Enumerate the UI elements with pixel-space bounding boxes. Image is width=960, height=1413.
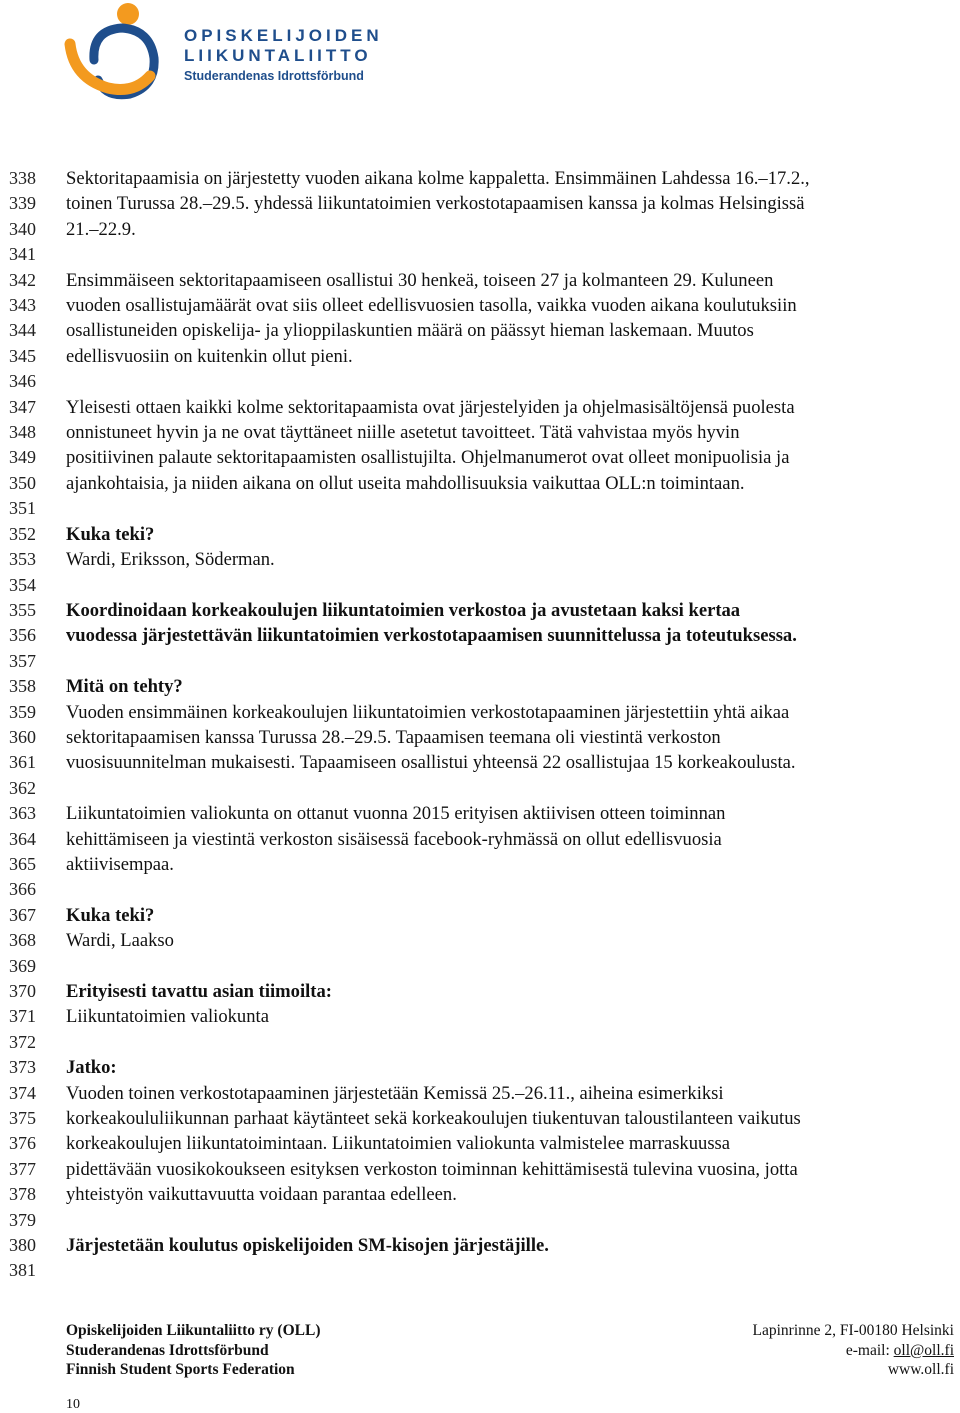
line-number: 348 — [9, 422, 36, 443]
line-number: 350 — [9, 472, 36, 493]
text-line: kehittämiseen ja viestintä verkoston sisäisessä facebook-ryhmässä on ollut edellisvuosia — [66, 828, 722, 850]
heading-line: Järjestetään koulutus opiskelijoiden SM-kisojen järjestäjille. — [66, 1235, 549, 1257]
line-number: 362 — [9, 777, 36, 798]
footer-org-name-fi: Opiskelijoiden Liikuntaliitto ry (OLL) — [66, 1322, 321, 1339]
line-number: 374 — [9, 1082, 36, 1103]
text-line: Liikuntatoimien valiokunta on ottanut vuonna 2015 erityisen aktiivisen otteen toiminnan — [66, 803, 726, 825]
line-number: 370 — [9, 981, 36, 1001]
page-number: 10 — [66, 1397, 80, 1412]
line-number: 376 — [9, 1133, 36, 1154]
line-number: 373 — [9, 1057, 36, 1078]
footer-email-label: e-mail: — [845, 1341, 894, 1359]
line-number: 343 — [9, 295, 36, 316]
text-line: osallistuneiden opiskelija- ja ylioppilaskuntien määrä on päässyt hieman laskemaan. Muutos — [66, 320, 754, 342]
text-line — [66, 649, 956, 674]
line-number: 340 — [9, 218, 36, 239]
footer-email-link[interactable]: oll@oll.fi — [893, 1341, 954, 1359]
text-line — [66, 496, 956, 521]
line-number: 379 — [9, 1209, 36, 1230]
line-number: 369 — [9, 955, 36, 976]
line-number: 365 — [9, 853, 36, 874]
logo-line-3: Studerandenas Idrottsförbund — [184, 69, 364, 83]
line-number: 360 — [9, 726, 36, 747]
text-line — [66, 369, 956, 394]
text-line: vuosisuunnitelman mukaisesti. Tapaamiseen osallistui yhteensä 22 osallistujaa 15 korkeakoulusta. — [66, 752, 796, 774]
text-line: yhteistyön vaikuttavuutta voidaan parantaa edelleen. — [66, 1184, 457, 1206]
line-number: 344 — [9, 320, 36, 341]
document-body — [66, 166, 956, 1284]
heading-line: Erityisesti tavattu asian tiimoilta: — [66, 981, 332, 1002]
footer-email-line — [753, 1341, 954, 1361]
logo-wordmark — [184, 26, 383, 84]
line-number: 355 — [9, 599, 36, 620]
text-line — [66, 877, 956, 902]
text-line: positiivinen palaute sektoritapaamisten osallistujilta. Ohjelmanumerot ovat olleet monipuolisia ja — [66, 447, 790, 469]
oll-logo-mark-icon — [64, 0, 184, 100]
line-number: 366 — [9, 879, 36, 900]
footer-organization — [66, 1321, 321, 1380]
text-line — [66, 1030, 956, 1055]
logo-line-1: OPISKELIJOIDEN — [184, 26, 383, 45]
text-line: Ensimmäiseen sektoritapaamiseen osallistui 30 henkeä, toiseen 27 ja kolmanteen 29. Kuluneen — [66, 269, 774, 291]
text-line: vuoden osallistujamäärät ovat siis olleet edellisvuosien tasolla, vaikka vuoden aikana koulutuksiin — [66, 295, 797, 317]
line-number-gutter — [0, 166, 36, 1284]
text-line: Wardi, Eriksson, Söderman. — [66, 549, 275, 571]
line-number: 347 — [9, 396, 36, 417]
line-number: 351 — [9, 498, 36, 519]
text-line: Vuoden toinen verkostotapaaminen järjestetään Kemissä 25.–26.11., aiheina esimerkiksi — [66, 1082, 724, 1104]
line-number: 367 — [9, 904, 36, 925]
text-line — [66, 776, 956, 801]
text-line — [66, 1208, 956, 1233]
line-number: 353 — [9, 549, 36, 570]
footer-website[interactable]: www.oll.fi — [887, 1361, 954, 1378]
line-number: 357 — [9, 650, 36, 671]
line-number: 377 — [9, 1158, 36, 1179]
logo-line-2: LIIKUNTALIITTO — [184, 46, 372, 65]
text-line: aktiivisempaa. — [66, 853, 174, 875]
text-line: ajankohtaisia, ja niiden aikana on ollut useita mahdollisuuksia vaikuttaa OLL:n toimintaan. — [66, 472, 745, 494]
heading-line: vuodessa järjestettävän liikuntatoimien verkostotapaamisen suunnittelussa ja toteutuksessa. — [66, 625, 797, 647]
heading-line: Kuka teki? — [66, 523, 155, 545]
line-number: 339 — [9, 193, 36, 214]
text-line — [66, 954, 956, 979]
footer-org-name-sv: Studerandenas Idrottsförbund — [66, 1341, 269, 1359]
footer-org-name-en: Finnish Student Sports Federation — [66, 1361, 295, 1378]
heading-line: Jatko: — [66, 1057, 117, 1079]
text-line: Wardi, Laakso — [66, 930, 174, 952]
text-line — [66, 1258, 956, 1283]
line-number: 356 — [9, 625, 36, 646]
text-line: korkeakoululiikunnan parhaat käytänteet sekä korkeakoulujen tiukentuvan taloustilanteen vaikutus — [66, 1108, 801, 1130]
text-line: pidettävään vuosikokoukseen esityksen verkoston toiminnan kehittämisestä tulevina vuosina, jotta — [66, 1158, 798, 1180]
line-number: 352 — [9, 523, 36, 544]
line-number: 375 — [9, 1108, 36, 1129]
text-line: onnistuneet hyvin ja ne ovat täyttäneet niille asetetut tavoitteet. Tätä vahvistaa myös hyvin — [66, 422, 740, 444]
line-number: 349 — [9, 447, 36, 468]
line-number: 372 — [9, 1031, 36, 1052]
line-number: 346 — [9, 371, 36, 392]
text-line — [66, 573, 956, 598]
text-line: 21.–22.9. — [66, 218, 136, 240]
text-line — [66, 242, 956, 267]
heading-line: Koordinoidaan korkeakoulujen liikuntatoimien verkostoa ja avustetaan kaksi kertaa — [66, 599, 741, 621]
line-number: 354 — [9, 574, 36, 595]
heading-line: Mitä on tehty? — [66, 676, 183, 698]
line-number: 341 — [9, 244, 36, 265]
line-number: 378 — [9, 1184, 36, 1205]
line-number: 363 — [9, 803, 36, 824]
line-number: 342 — [9, 269, 36, 290]
line-number: 381 — [9, 1260, 36, 1281]
line-number: 359 — [9, 701, 36, 722]
footer-address: Lapinrinne 2, FI-00180 Helsinki — [752, 1322, 954, 1339]
line-number: 371 — [9, 1006, 36, 1027]
line-number: 358 — [9, 676, 36, 697]
line-number: 364 — [9, 828, 36, 849]
text-line: Vuoden ensimmäinen korkeakoulujen liikuntatoimien verkostotapaaminen järjestettiin yhtä aikaa — [66, 701, 790, 723]
line-number: 361 — [9, 752, 36, 773]
text-line: edellisvuosiin on kuitenkin ollut pieni. — [66, 345, 353, 367]
line-number: 380 — [9, 1235, 36, 1256]
text-line: Yleisesti ottaen kaikki kolme sektoritapaamista ovat järjestelyiden ja ohjelmasisältöjensä puolesta — [66, 396, 795, 418]
line-number: 338 — [9, 168, 36, 188]
text-line: toinen Turussa 28.–29.5. yhdessä liikuntatoimien verkostotapaamisen kanssa ja kolmas Helsingissä — [66, 193, 805, 215]
text-line: korkeakoulujen liikuntatoimintaan. Liikuntatoimien valiokunta valmistelee marraskuussa — [66, 1133, 731, 1155]
heading-line: Kuka teki? — [66, 904, 155, 926]
text-line: sektoritapaamisen kanssa Turussa 28.–29.5. Tapaamisen teemana oli viestintä verkoston — [66, 726, 721, 748]
oll-logo — [64, 0, 383, 100]
text-line: Sektoritapaamisia on järjestetty vuoden aikana kolme kappaletta. Ensimmäinen Lahdessa 16.–17.2., — [66, 168, 810, 189]
line-number: 345 — [9, 345, 36, 366]
line-number: 368 — [9, 930, 36, 951]
footer-contact — [753, 1321, 954, 1380]
text-line: Liikuntatoimien valiokunta — [66, 1006, 269, 1028]
